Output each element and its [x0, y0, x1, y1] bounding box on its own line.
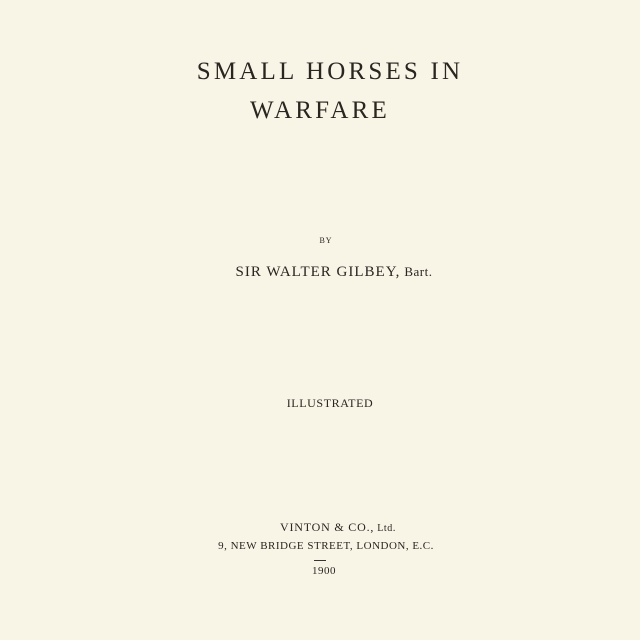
- author-title-suffix: Bart.: [404, 264, 433, 279]
- illustrated-label: ILLUSTRATED: [286, 396, 374, 410]
- book-title-line-2: WARFARE: [249, 97, 390, 124]
- publisher-suffix: Ltd.: [377, 523, 396, 534]
- by-label: BY: [319, 236, 333, 245]
- publisher-line: [0, 520, 640, 536]
- publisher-address: 9, NEW BRIDGE STREET, LONDON, E.C.: [218, 540, 434, 552]
- book-title-line-1: SMALL HORSES IN: [196, 58, 464, 85]
- year-rule-divider: [314, 560, 326, 561]
- publication-year: 1900: [312, 565, 336, 577]
- publisher-name: VINTON & CO.,: [280, 520, 375, 534]
- author-line: [0, 263, 640, 281]
- author-name: SIR WALTER GILBEY,: [235, 264, 401, 280]
